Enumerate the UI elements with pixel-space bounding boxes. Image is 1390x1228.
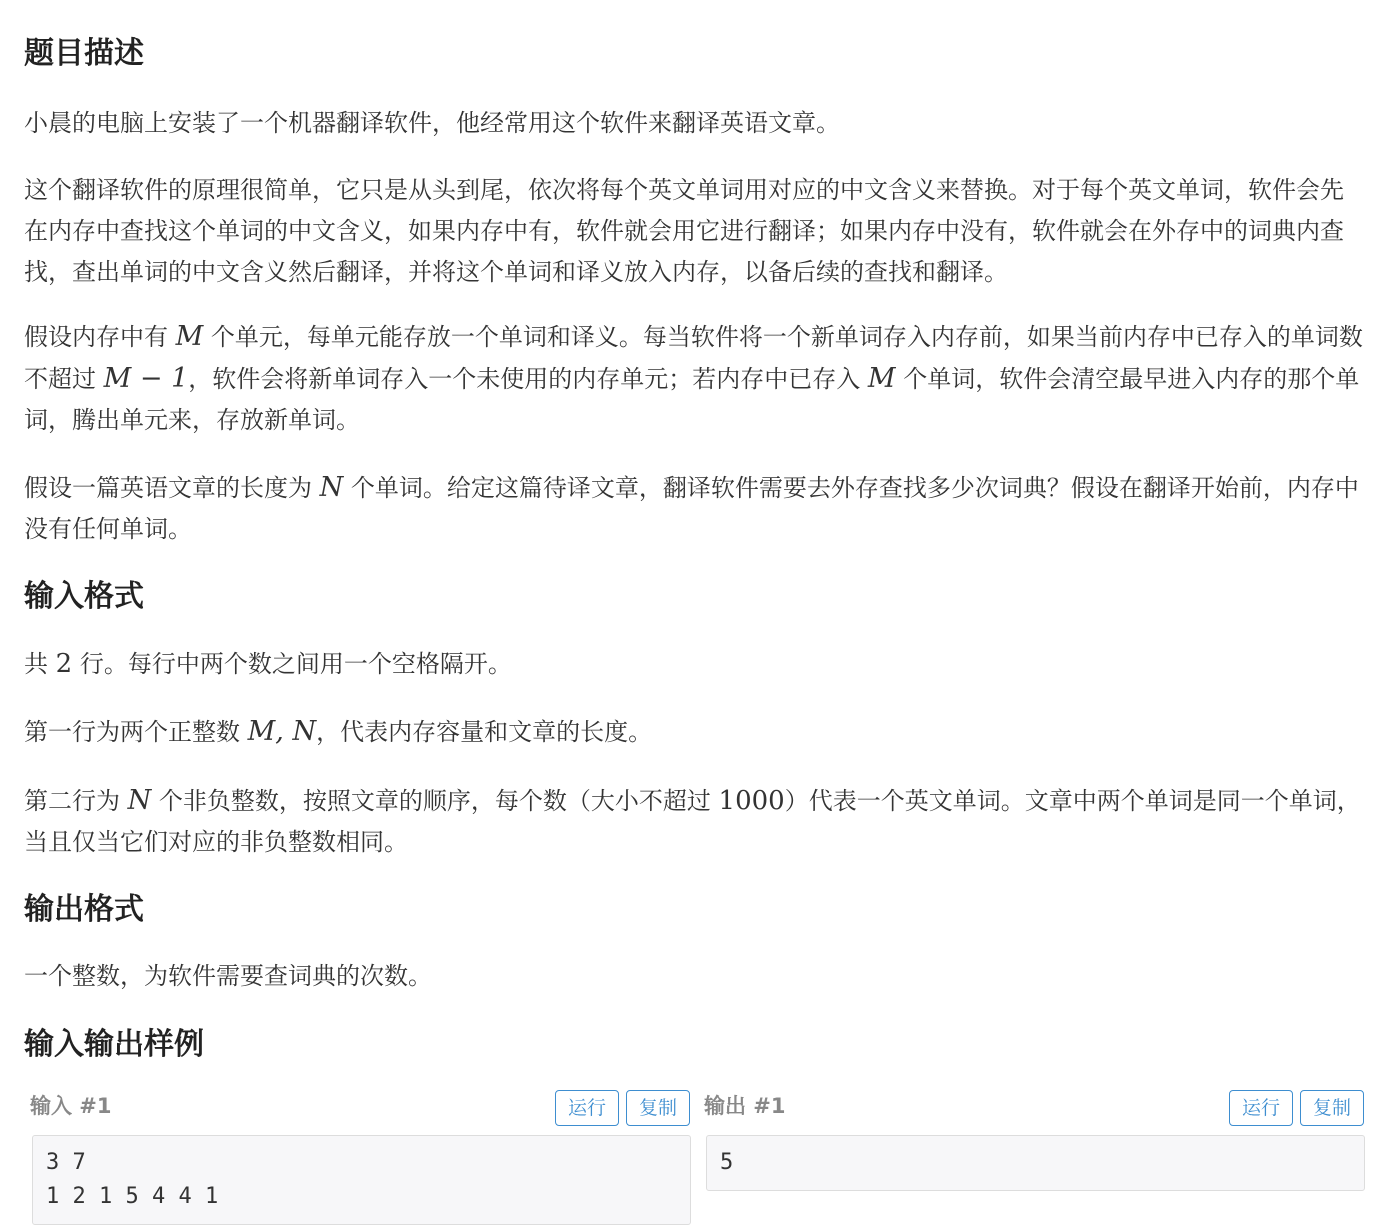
run-output-button[interactable]: 运行 [1229, 1090, 1293, 1126]
math-n: N [127, 785, 152, 816]
output-format-paragraph-1: 一个整数，为软件需要查词典的次数。 [24, 962, 432, 990]
math-2: 2 [55, 649, 73, 679]
description-paragraph-1: 小晨的电脑上安装了一个机器翻译软件，他经常用这个软件来翻译英语文章。 [24, 109, 840, 137]
math-m: M [867, 363, 896, 394]
input-format-paragraph-1: 共 2 行。每行中两个数之间用一个空格隔开。 [24, 649, 512, 679]
sample-output-header [698, 1088, 1365, 1132]
description-paragraph-2: 这个翻译软件的原理很简单，它只是从头到尾，依次将每个英文单词用对应的中文含义来替换。对于每个英文单词，软件会先在内存中查找这个单词的中文含义，如果内存中有，软件就会用它进行翻译；如果内存中没有，软件就会在外存中的词典内查找，查出单词的中文含义然后翻译，并将这个单词和译义放入内存，以备后续的查找和翻译。 [24, 176, 1344, 286]
math-1000: 1000 [718, 786, 785, 816]
samples-heading: 输入输出样例 [24, 1027, 204, 1062]
sample-output-code: 5 [706, 1135, 1365, 1191]
copy-input-button[interactable]: 复制 [626, 1090, 690, 1126]
sample-output-1 [698, 1088, 1365, 1175]
run-input-button[interactable]: 运行 [555, 1090, 619, 1126]
sample-input-title: 输入 #1 [30, 1094, 112, 1118]
sample-output-title: 输出 #1 [704, 1094, 786, 1118]
output-format-heading: 输出格式 [24, 892, 144, 927]
sample-input-code: 3 7 1 2 1 5 4 4 1 [32, 1135, 691, 1225]
input-format-paragraph-2: 第一行为两个正整数 M, N，代表内存容量和文章的长度。 [24, 716, 653, 747]
sample-input-1 [24, 1088, 691, 1209]
math-m: M [175, 321, 204, 352]
input-format-heading: 输入格式 [24, 579, 144, 614]
math-n: N [319, 472, 344, 503]
math-m-minus-1: M − 1 [103, 363, 189, 394]
description-paragraph-4: 假设一篇英语文章的长度为 N 个单词。给定这篇待译文章，翻译软件需要去外存查找多少次词典？假设在翻译开始前，内存中没有任何单词。 [24, 472, 1359, 543]
description-heading: 题目描述 [24, 36, 144, 71]
copy-output-button[interactable]: 复制 [1300, 1090, 1364, 1126]
math-m-n: M, N [247, 716, 317, 747]
sample-input-header [24, 1088, 691, 1132]
description-paragraph-3: 假设内存中有 M 个单元，每单元能存放一个单词和译义。每当软件将一个新单词存入内存前，如果当前内存中已存入的单词数不超过 M − 1，软件会将新单词存入一个未使用的内存单元；若内存中已存入 M 个单词，软件会清空最早进入内存的那个单词，腾出单元来，存放新单词。 [24, 321, 1363, 434]
input-format-paragraph-3: 第二行为 N 个非负整数，按照文章的顺序，每个数（大小不超过 1000）代表一个英文单词。文章中两个单词是同一个单词，当且仅当它们对应的非负整数相同。 [24, 785, 1361, 856]
